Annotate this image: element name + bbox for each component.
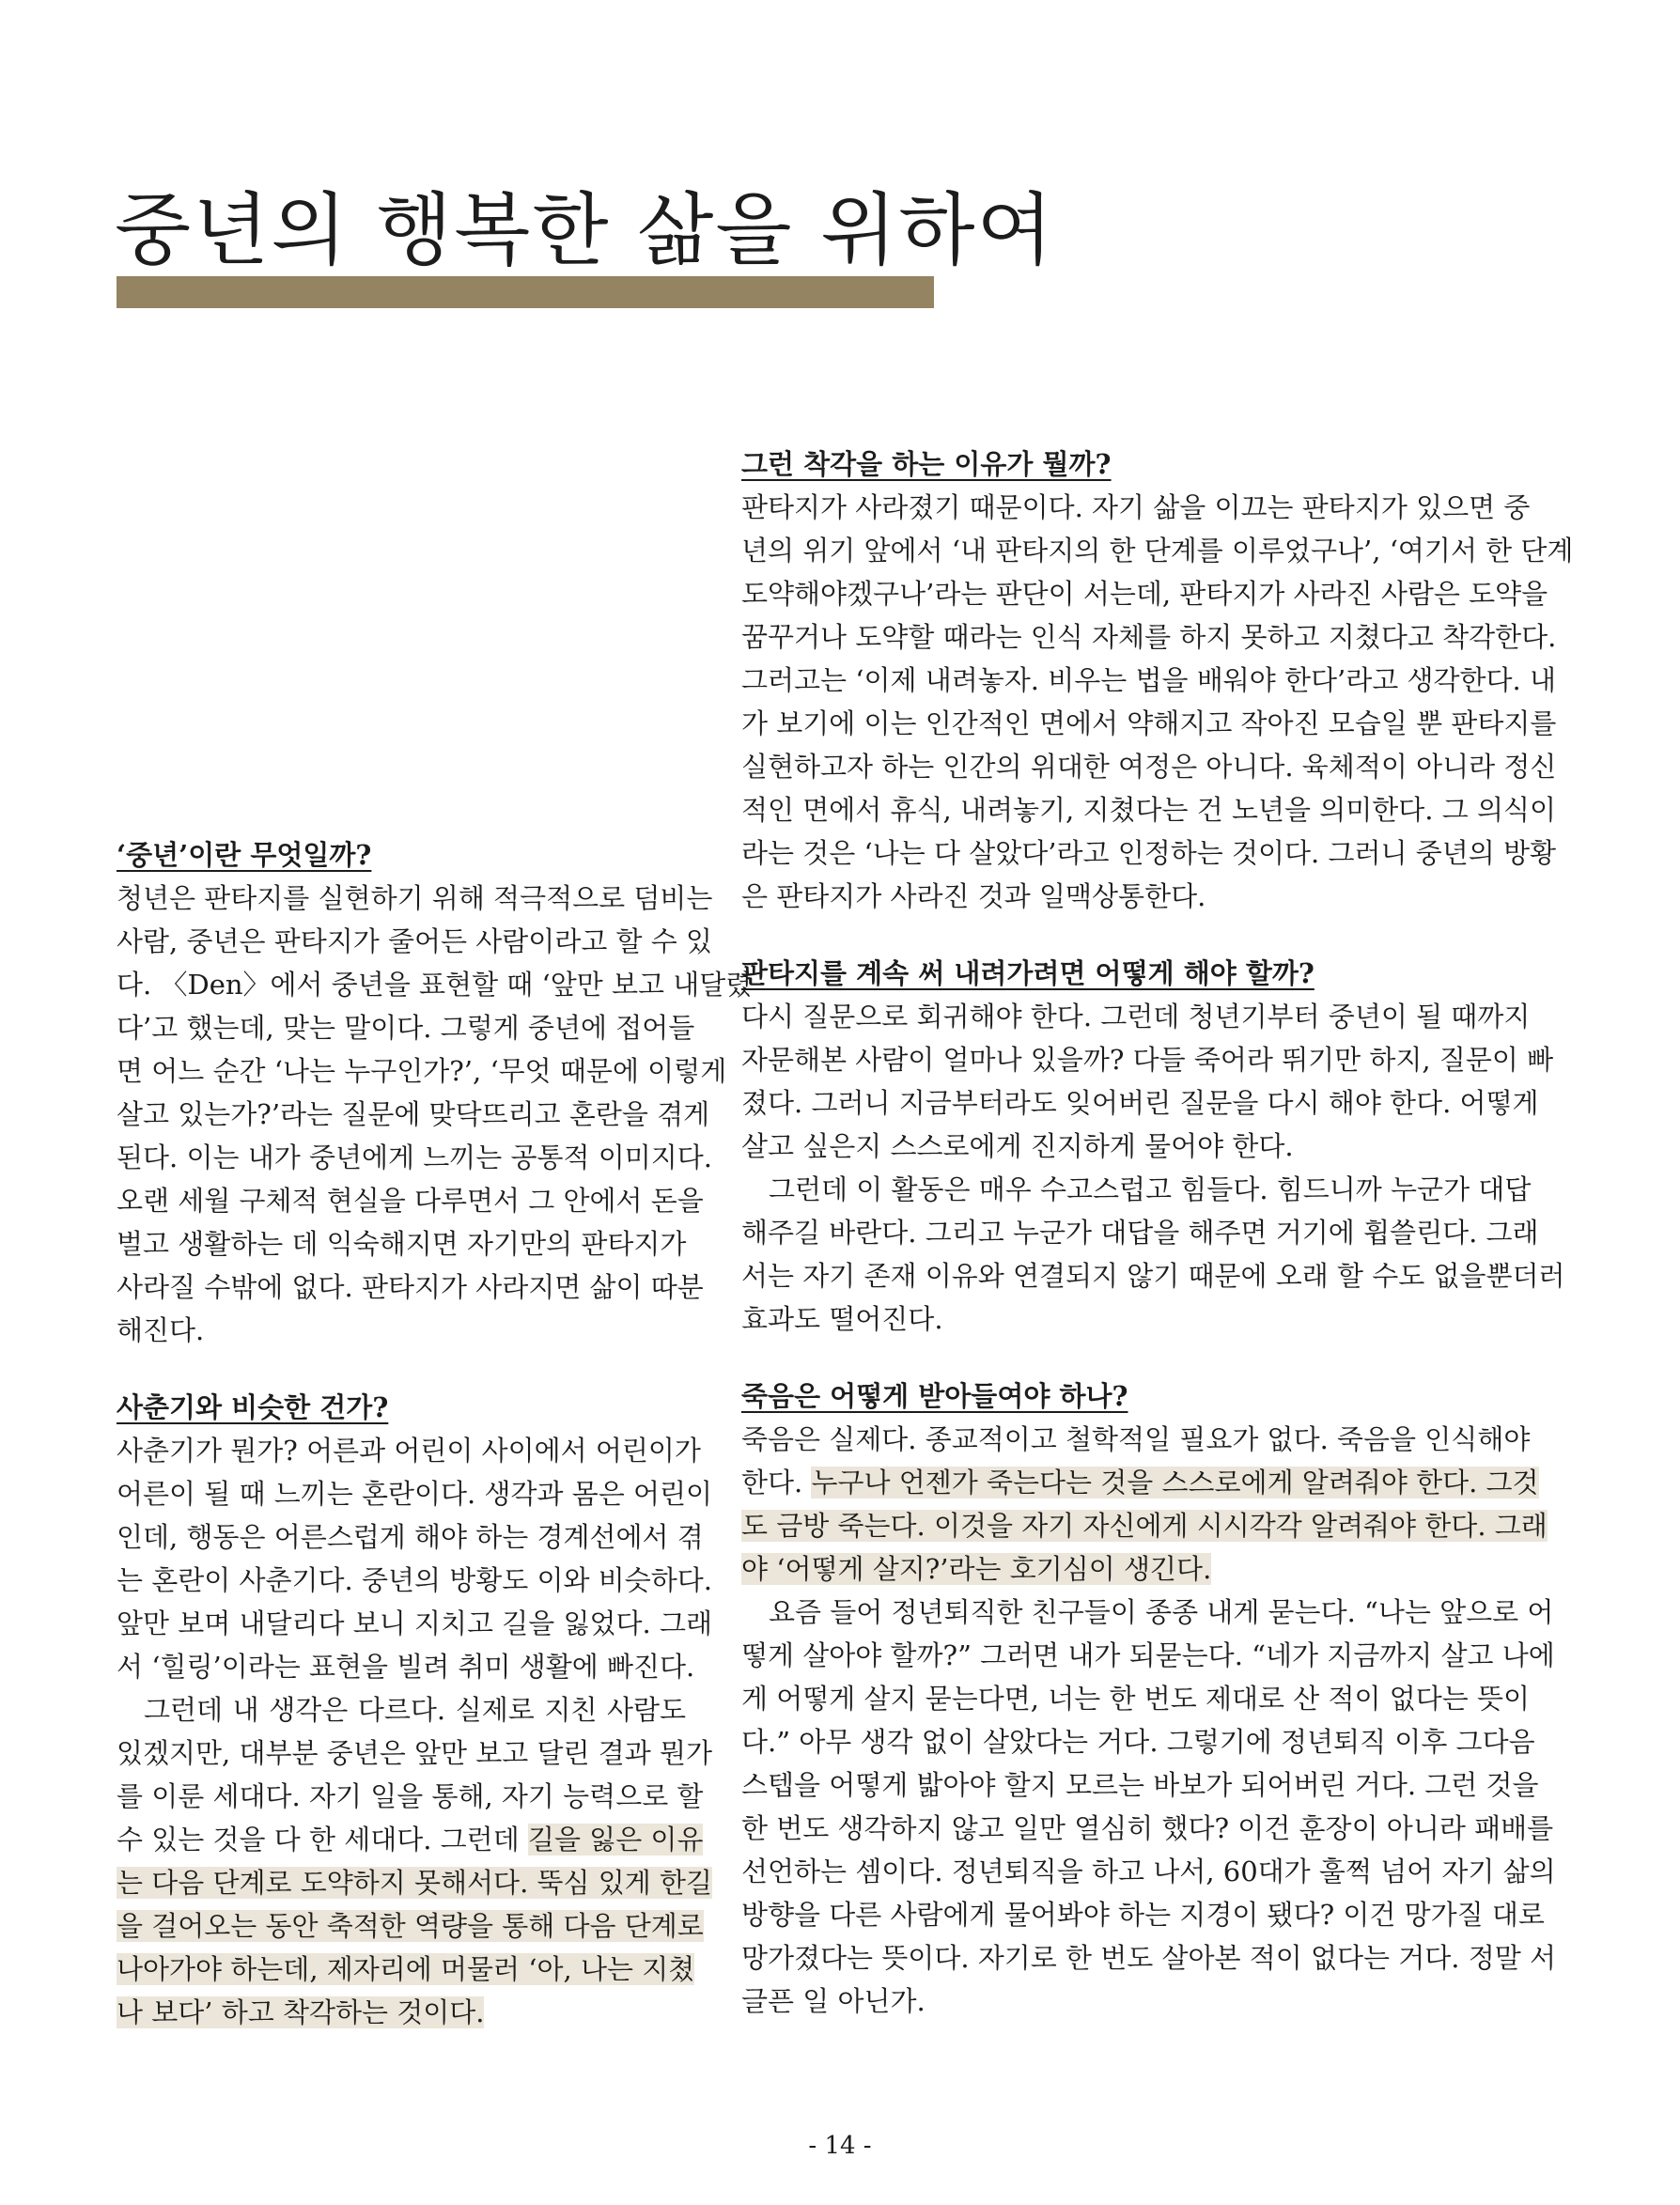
line-text: 해주길 바란다. 그리고 누군가 대답을 해주면 거기에 휩쓸린다. 그래 [741,1217,1539,1249]
body-text-line [117,963,753,1006]
body-text-line [741,1893,1545,1936]
highlighted-text: 도 금방 죽는다. 이것을 자기 자신에게 시시각각 알려줘야 한다. 그래 [741,1510,1548,1542]
line-text: 사람, 중년은 판타지가 줄어든 사람이라고 할 수 있 [117,925,713,957]
article-section [117,833,753,1352]
line-text: 오랜 세월 구체적 현실을 다루면서 그 안에서 돈을 [117,1185,704,1217]
highlighted-text: 누구나 언젠가 죽는다는 것을 스스로에게 알려줘야 한다. 그것 [811,1467,1539,1498]
line-text: 해진다. [117,1314,205,1346]
section-heading: 판타지를 계속 써 내려가려면 어떻게 해야 할까? [741,957,1314,989]
line-text: 자문해본 사람이 얼마나 있을까? 다들 죽어라 뛰기만 하지, 질문이 빠 [741,1044,1554,1076]
line-text: 앞만 보며 내달리다 보니 지치고 길을 잃었다. 그래 [117,1607,713,1639]
line-text: 그런데 내 생각은 다르다. 실제로 지친 사람도 [144,1694,686,1726]
line-text: 는 혼란이 사춘기다. 중년의 방황도 이와 비슷하다. [117,1564,713,1596]
line-text: 다시 질문으로 회귀해야 한다. 그런데 청년기부터 중년이 될 때까지 [741,1001,1531,1033]
line-text: 살고 싶은지 스스로에게 진지하게 물어야 한다. [741,1130,1294,1162]
body-text-line [117,1948,695,1991]
line-text: 다. 〈Den〉에서 중년을 표현할 때 ‘앞만 보고 내달렸 [117,969,753,1001]
body-text-line [117,1472,713,1515]
highlighted-text: 길을 잃은 이유 [527,1824,704,1856]
line-text: 어른이 될 때 느끼는 혼란이다. 생각과 몸은 어린이 [117,1478,713,1510]
body-text-line [117,877,713,920]
body-text-line [741,1720,1535,1763]
body-text-line [741,615,1557,659]
body-text-line [117,1775,704,1818]
body-text-line [117,1093,710,1136]
body-text-line [117,1222,686,1266]
body-text-line [741,1936,1556,1980]
page-title: 중년의 행복한 삶을 위하여 [115,184,1055,276]
line-text: 스텝을 어떻게 밟아야 할지 모르는 바보가 되어버린 거다. 그런 것을 [741,1769,1539,1801]
line-text: 수 있는 것을 다 한 세대다. 그런데 [117,1824,528,1856]
body-text-line [117,1559,713,1602]
body-text-line [741,1807,1554,1850]
line-text: 그러고는 ‘이제 내려놓자. 비우는 법을 배워야 한다’라고 생각한다. 내 [741,664,1556,696]
line-text: 된다. 이는 내가 중년에게 느끼는 공통적 이미지다. [117,1141,713,1173]
body-text-line [117,1645,695,1688]
line-text: 은 판타지가 사라진 것과 일맥상통한다. [741,880,1206,912]
body-text-line [741,1591,1554,1634]
line-text: 꿈꾸거나 도약할 때라는 인식 자체를 하지 못하고 지쳤다고 착각한다. [741,621,1557,653]
body-text-line [117,1049,727,1093]
highlighted-text: 나아가야 하는데, 제자리에 머물러 ‘아, 나는 지쳤 [117,1953,695,1985]
highlighted-text: 나 보다’ 하고 착각하는 것이다. [117,1996,485,2028]
line-text: 실현하고자 하는 인간의 위대한 여정은 아니다. 육체적이 아니라 정신 [741,751,1557,783]
section-heading: 그런 착각을 하는 이유가 뭘까? [741,448,1112,480]
body-text-line [741,702,1557,745]
body-text-line [117,1309,686,1352]
line-text: 적인 면에서 휴식, 내려놓기, 지쳤다는 건 노년을 의미한다. 그 의식이 [741,794,1556,826]
body-text-line [117,1515,704,1559]
body-text-line [741,1461,1539,1504]
body-text-line [741,1125,1514,1168]
body-text-line [117,1818,704,1861]
line-text: 글픈 일 아닌가. [741,1985,926,2017]
line-text: 졌다. 그러니 지금부터라도 잊어버린 질문을 다시 해야 한다. 어떻게 [741,1087,1539,1119]
line-text: 사춘기가 뭔가? 어른과 어린이 사이에서 어린이가 [117,1435,701,1467]
line-text: 청년은 판타지를 실현하기 위해 적극적으로 덤비는 [117,882,713,914]
line-text: 게 어떻게 살지 묻는다면, 너는 한 번도 제대로 산 적이 없다는 뜻이 [741,1683,1530,1715]
body-text-line [741,831,1556,875]
line-text: 사라질 수밖에 없다. 판타지가 사라지면 삶이 따분 [117,1271,704,1303]
body-text-line [741,745,1557,788]
line-text: 인데, 행동은 어른스럽게 해야 하는 경계선에서 겪 [117,1521,704,1553]
body-text-line [741,1504,1548,1547]
title-underline-bar [117,276,934,308]
body-text-line [117,920,713,963]
line-text: 다’고 했는데, 맞는 말이다. 그렇게 중년에 접어들 [117,1012,695,1044]
section-heading: 죽음은 어떻게 받아들여야 하나? [741,1380,1128,1412]
body-text-line [117,1006,695,1049]
line-text: 가 보기에 이는 인간적인 면에서 약해지고 작아진 모습일 뿐 판타지를 [741,707,1557,739]
line-text: 다.” 아무 생각 없이 살았다는 거다. 그렇기에 정년퇴직 이후 그다음 [741,1726,1535,1758]
highlighted-text: 는 다음 단계로 도약하지 못해서다. 뚝심 있게 한길 [117,1867,713,1899]
body-text-line [741,1211,1539,1254]
body-text-line [741,1677,1530,1720]
line-text: 살고 있는가?’라는 질문에 맞닥뜨리고 혼란을 겪게 [117,1098,710,1130]
article-section [117,1386,713,2034]
left-column [117,833,753,2034]
article-section [741,952,1565,1341]
body-text-line [117,1688,686,1731]
line-text: 서는 자기 존재 이유와 연결되지 않기 때문에 오래 할 수도 없을뿐더러 [741,1260,1565,1292]
body-text-line [117,1602,713,1645]
body-text-line [741,875,1514,918]
body-text-line [741,1297,1514,1341]
body-text-line [741,572,1548,615]
body-text-line [741,1850,1556,1893]
line-text: 판타지가 사라졌기 때문이다. 자기 삶을 이끄는 판타지가 있으면 중 [741,491,1531,523]
line-text: 면 어느 순간 ‘나는 누구인가?’, ‘무엇 때문에 이렇게 [117,1055,727,1087]
line-text: 를 이룬 세대다. 자기 일을 통해, 자기 능력으로 할 [117,1780,704,1812]
line-text: 년의 위기 앞에서 ‘내 판타지의 한 단계를 이루었구나’, ‘여기서 한 단계 [741,535,1574,567]
line-text: 효과도 떨어진다. [741,1303,943,1335]
line-text: 그런데 이 활동은 매우 수고스럽고 힘들다. 힘드니까 누군가 대답 [769,1173,1532,1205]
line-text: 죽음은 실제다. 종교적이고 철학적일 필요가 없다. 죽음을 인식해야 [741,1423,1531,1455]
body-text-line [741,1763,1539,1807]
article-section [741,1374,1556,2023]
line-text: 한 번도 생각하지 않고 일만 열심히 했다? 이건 훈장이 아니라 패배를 [741,1812,1554,1844]
line-text: 떻게 살아야 할까?” 그러면 내가 되묻는다. “네가 지금까지 살고 나에 [741,1639,1555,1671]
body-text-line [741,1980,1514,2023]
line-text: 선언하는 셈이다. 정년퇴직을 하고 나서, 60대가 훌쩍 넘어 자기 삶의 [741,1856,1556,1887]
body-text-line [741,1254,1565,1297]
highlighted-text: 을 걸어오는 동안 축적한 역량을 통해 다음 단계로 [117,1910,704,1942]
body-text-line [117,1136,713,1179]
right-column [741,443,1574,2023]
line-text: 요즘 들어 정년퇴직한 친구들이 종종 내게 묻는다. “나는 앞으로 어 [769,1596,1554,1628]
body-text-line [741,1168,1532,1211]
body-text-line [741,1081,1539,1125]
body-text-line [741,1418,1531,1461]
body-text-line [117,1179,704,1222]
line-text: 있겠지만, 대부분 중년은 앞만 보고 달린 결과 뭔가 [117,1737,713,1769]
line-text: 도약해야겠구나’라는 판단이 서는데, 판타지가 사라진 사람은 도약을 [741,578,1548,610]
body-text-line [117,1266,704,1309]
body-text-line [741,1634,1555,1677]
line-text: 방향을 다른 사람에게 물어봐야 하는 지경이 됐다? 이건 망가질 대로 [741,1899,1545,1931]
body-text-line [117,1904,704,1948]
article-section [741,443,1574,918]
body-text-line [741,1547,1514,1591]
body-text-line [117,1731,713,1775]
line-text: 한다. [741,1467,812,1498]
section-heading: ‘중년’이란 무엇일까? [117,839,372,871]
body-text-line [117,1429,701,1472]
body-text-line [741,486,1531,529]
line-text: 서 ‘힐링’이라는 표현을 빌려 취미 생활에 빠진다. [117,1651,695,1683]
page-number: - 14 - [808,2132,872,2160]
line-text: 벌고 생활하는 데 익숙해지면 자기만의 판타지가 [117,1228,687,1260]
section-heading: 사춘기와 비슷한 건가? [117,1391,389,1423]
body-text-line [741,995,1531,1038]
line-text: 망가졌다는 뜻이다. 자기로 한 번도 살아본 적이 없다는 거다. 정말 서 [741,1942,1556,1974]
body-text-line [741,659,1556,702]
body-text-line [741,788,1556,831]
body-text-line [741,1038,1554,1081]
highlighted-text: 야 ‘어떻게 살지?’라는 호기심이 생긴다. [741,1553,1212,1585]
body-text-line [741,529,1574,572]
body-text-line [117,1991,686,2034]
body-text-line [117,1861,713,1904]
line-text: 라는 것은 ‘나는 다 살았다’라고 인정하는 것이다. 그러니 중년의 방황 [741,837,1556,869]
